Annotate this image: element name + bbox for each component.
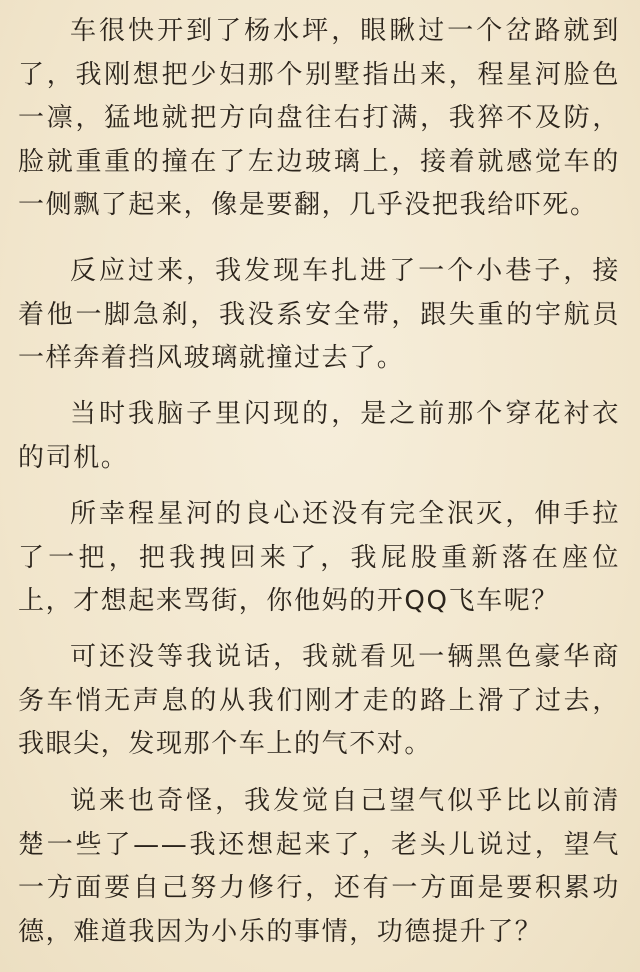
paragraph-3: 当时我脑子里闪现的，是之前那个穿花衬衣的司机。: [18, 399, 620, 473]
paragraph-5: 可还没等我说话，我就看见一辆黑色豪华商务车悄无声息的从我们刚才走的路上滑了过去，我眼尖，发现那个车上的气不对。: [18, 642, 620, 759]
paragraph-1: 车很快开到了杨水坪，眼瞅过一个岔路就到了，我刚想把少妇那个别墅指出来，程星河脸色一凛，猛地就把方向盘往右打满，我猝不及防，脸就重重的撞在了左边玻璃上，接着就感觉车的一侧飘了起来，像是要翻，几乎没把我给吓死。: [18, 16, 620, 220]
paragraph-4: 所幸程星河的良心还没有完全泯灭，伸手拉了一把，把我拽回来了，我屁股重新落在座位上，才想起来骂街，你他妈的开QQ飞车呢？: [18, 499, 620, 616]
paragraph-6: 说来也奇怪，我发觉自己望气似乎比以前清楚一些了——我还想起来了，老头儿说过，望气一方面要自己努力修行，还有一方面是要积累功德，难道我因为小乐的事情，功德提升了？: [18, 786, 620, 947]
paragraph-2: 反应过来，我发现车扎进了一个小巷子，接着他一脚急刹，我没系安全带，跟失重的宇航员一样奔着挡风玻璃就撞过去了。: [18, 256, 620, 373]
